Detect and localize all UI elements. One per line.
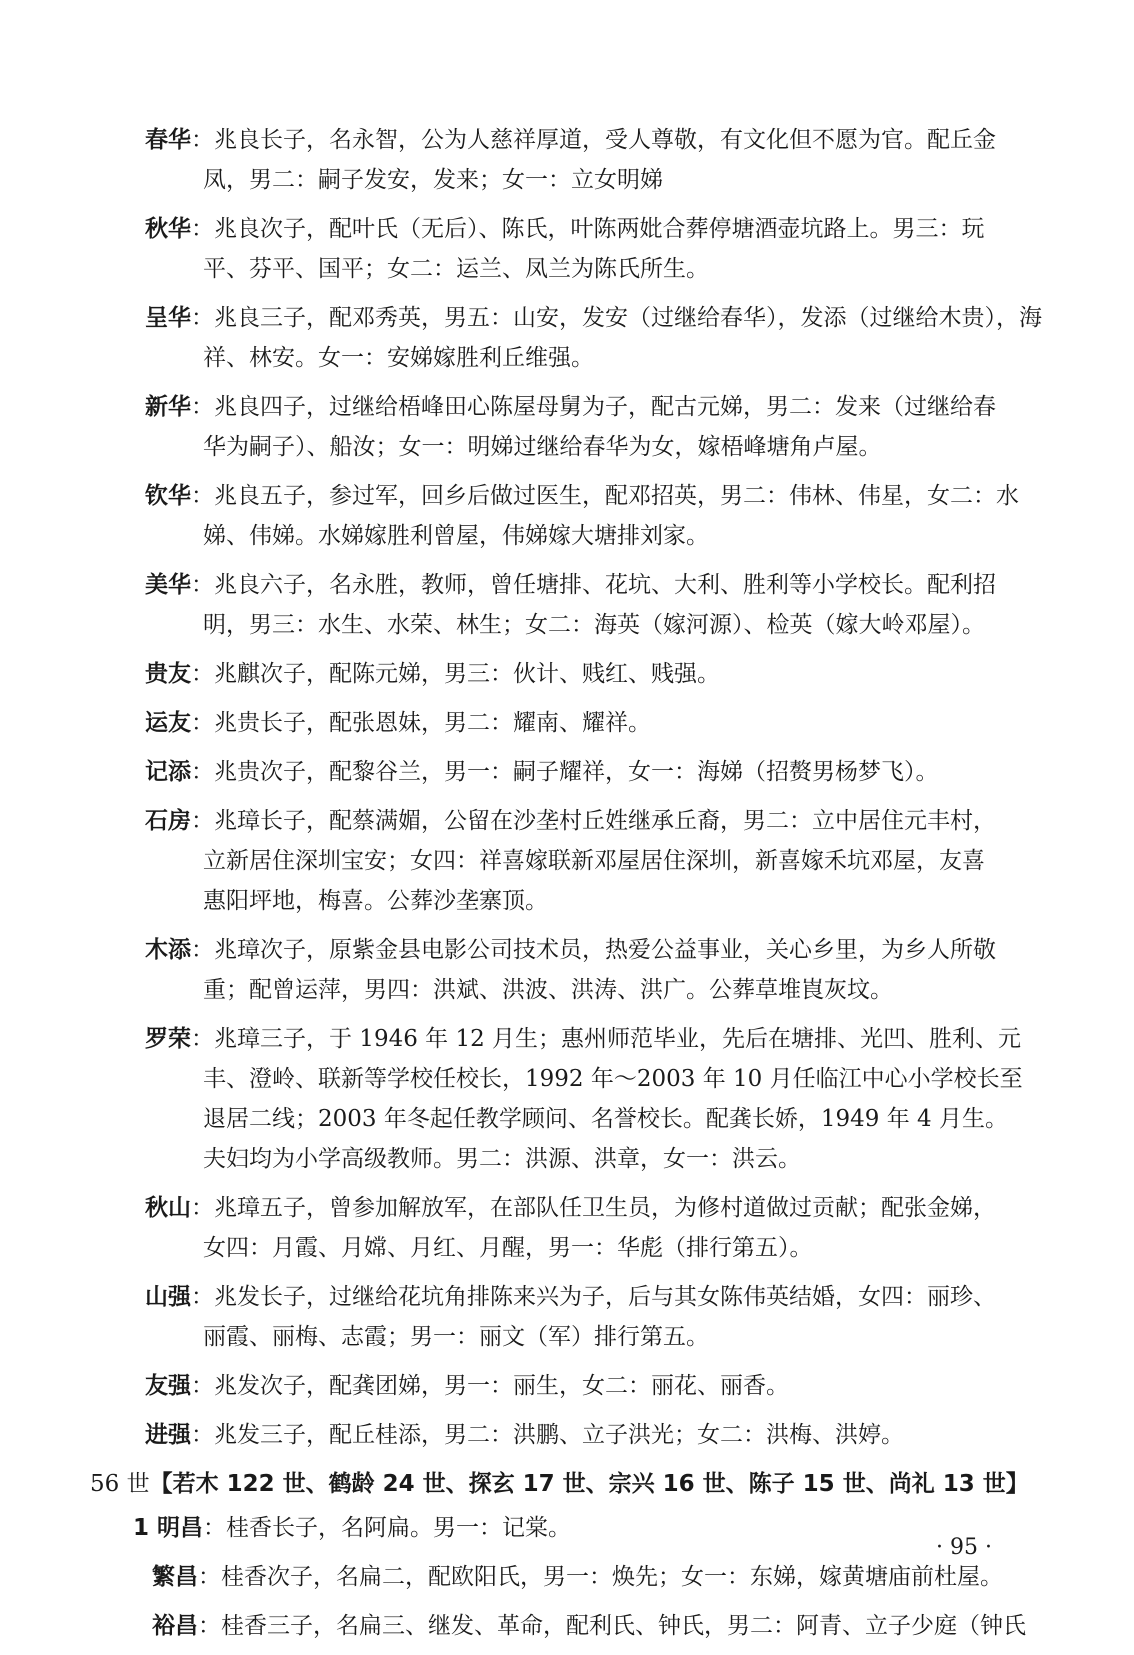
entry-text: 退居二线；2003 年冬起任教学顾问、名誉校长。配龚长娇，1949 年 4 月生。: [203, 1106, 1008, 1132]
entry-line: [145, 120, 1045, 160]
entry-line: [145, 1277, 1045, 1317]
entry-text: 凤，男二：嗣子发安，发来；女一：立女明娣: [203, 167, 663, 193]
person-name: 呈华: [145, 305, 191, 331]
entry-line: [145, 516, 1045, 556]
person-name: 友强: [145, 1373, 191, 1399]
name-colon: ：: [203, 1515, 227, 1541]
entry-text: 兆良长子，名永智，公为人慈祥厚道，受人尊敬，有文化但不愿为官。配丘金: [214, 127, 996, 153]
genealogy-entry: [145, 1188, 1045, 1268]
entry-line: [145, 1059, 1045, 1099]
name-colon: ：: [198, 1613, 221, 1639]
entry-text: 兆良五子，参过军，回乡后做过医生，配邓招英，男二：伟林、伟星，女二：水: [214, 483, 1019, 509]
entry-text: 兆发长子，过继给花坑角排陈来兴为子，后与其女陈伟英结婚，女四：丽珍、: [214, 1284, 996, 1310]
name-colon: ：: [191, 1195, 214, 1221]
genealogy-entry: [145, 930, 1045, 1010]
entry-text: 兆璋三子，于 1946 年 12 月生；惠州师范毕业，先后在塘排、光凹、胜利、元: [214, 1026, 1022, 1052]
entry-line: [145, 387, 1045, 427]
entry-text: 明，男三：水生、水荣、林生；女二：海英（嫁河源）、检英（嫁大岭邓屋）。: [203, 612, 985, 638]
genealogy-entry: [145, 565, 1045, 645]
entry-line: [145, 1366, 1045, 1406]
genealogy-entry: [145, 1366, 1045, 1406]
entry-text: 丽霞、丽梅、志霞；男一：丽文（军）排行第五。: [203, 1324, 709, 1350]
genealogy-entry: [145, 120, 1045, 200]
genealogy-entry: [145, 387, 1045, 467]
genealogy-entry: [145, 1019, 1045, 1179]
person-name: 美华: [145, 572, 191, 598]
entry-line: [145, 1228, 1045, 1268]
name-colon: ：: [191, 759, 214, 785]
name-colon: ：: [191, 661, 214, 687]
name-colon: ：: [191, 127, 214, 153]
entry-text: 桂香长子，名阿扁。男一：记棠。: [226, 1515, 572, 1541]
entry-line: [145, 1139, 1045, 1179]
genealogy-entries: [0, 120, 1134, 1655]
entry-line: [152, 1557, 1045, 1597]
entry-text: 夫妇均为小学高级教师。男二：洪源、洪章，女一：洪云。: [203, 1146, 801, 1172]
entry-line: [145, 476, 1045, 516]
entry-text: 丰、澄岭、联新等学校任校长，1992 年～2003 年 10 月任临江中心小学校长至: [203, 1066, 1023, 1092]
name-colon: ：: [191, 1026, 214, 1052]
entry-line: [145, 654, 1045, 694]
name-colon: ：: [191, 1284, 214, 1310]
entry-line: [145, 1099, 1045, 1139]
entry-text: 兆璋长子，配蔡满媚，公留在沙垄村丘姓继承丘裔，男二：立中居住元丰村，: [214, 808, 996, 834]
entry-line: [145, 1415, 1045, 1455]
name-colon: ：: [191, 1373, 214, 1399]
person-name: 裕昌: [152, 1613, 198, 1639]
person-name: 山强: [145, 1284, 191, 1310]
entry-line: [145, 1317, 1045, 1357]
name-colon: ：: [191, 710, 214, 736]
genealogy-entry: [145, 752, 1045, 792]
person-name: 记添: [145, 759, 191, 785]
name-colon: ：: [191, 483, 214, 509]
genealogy-entry: [145, 1277, 1045, 1357]
entry-text: 女四：月霞、月嫦、月红、月醒，男一：华彪（排行第五）。: [203, 1235, 813, 1261]
generation-lineage: 【若木 122 世、鹤龄 24 世、探玄 17 世、宗兴 16 世、陈子 15 世、尚礼 13 世】: [149, 1471, 1029, 1497]
entry-line: [145, 881, 1045, 921]
entry-line: [145, 801, 1045, 841]
genealogy-entry: [145, 476, 1045, 556]
entry-line: [152, 1606, 1045, 1646]
person-name: 进强: [145, 1422, 191, 1448]
entry-text: 兆璋五子，曾参加解放军，在部队任卫生员，为修村道做过贡献；配张金娣，: [214, 1195, 996, 1221]
person-name: 春华: [145, 127, 191, 153]
genealogy-entry: [133, 1508, 1045, 1548]
entry-text: 兆良三子，配邓秀英，男五：山安，发安（过继给春华），发添（过继给木贵），海: [214, 305, 1042, 331]
person-name: 1 明昌: [133, 1515, 204, 1541]
entry-line: [145, 703, 1045, 743]
entry-text: 重；配曾运萍，男四：洪斌、洪波、洪涛、洪广。公葬草堆崀灰坟。: [203, 977, 893, 1003]
person-name: 贵友: [145, 661, 191, 687]
entry-text: 华为嗣子）、船汝；女一：明娣过继给春华为女，嫁梧峰塘角卢屋。: [203, 434, 882, 460]
entry-text: 兆良四子，过继给梧峰田心陈屋母舅为子，配古元娣，男二：发来（过继给春: [214, 394, 996, 420]
entry-line: [145, 427, 1045, 467]
entry-text: 祥、林安。女一：安娣嫁胜利丘维强。: [203, 345, 594, 371]
generation-number: 56 世: [90, 1471, 150, 1497]
entry-line: [145, 160, 1045, 200]
entry-line: [145, 1019, 1045, 1059]
genealogy-entry: [145, 801, 1045, 921]
name-colon: ：: [191, 572, 214, 598]
genealogy-entry: [145, 703, 1045, 743]
entry-line: [145, 565, 1045, 605]
entry-text: 兆贵次子，配黎谷兰，男一：嗣子耀祥，女一：海娣（招赘男杨梦飞）。: [214, 759, 939, 785]
person-name: 罗荣: [145, 1026, 191, 1052]
genealogy-entry: [152, 1606, 1045, 1646]
person-name: 运友: [145, 710, 191, 736]
entry-line: [145, 1188, 1045, 1228]
person-name: 繁昌: [152, 1564, 198, 1590]
entry-line: [145, 752, 1045, 792]
entry-text: 立新居住深圳宝安；女四：祥喜嫁联新邓屋居住深圳，新喜嫁禾坑邓屋，友喜: [203, 848, 985, 874]
entry-line: [145, 209, 1045, 249]
entry-text: 兆良六子，名永胜，教师，曾任塘排、花坑、大利、胜利等小学校长。配利招: [214, 572, 996, 598]
page-number: · 95 ·: [936, 1535, 992, 1560]
name-colon: ：: [191, 808, 214, 834]
person-name: 新华: [145, 394, 191, 420]
genealogy-entry: [145, 654, 1045, 694]
person-name: 秋山: [145, 1195, 191, 1221]
name-colon: ：: [191, 394, 214, 420]
name-colon: ：: [191, 1422, 214, 1448]
entry-text: 桂香三子，名扁三、继发、革命，配利氏、钟氏，男二：阿青、立子少庭（钟氏: [221, 1613, 1026, 1639]
genealogy-entry: [145, 209, 1045, 289]
entry-text: 娣、伟娣。水娣嫁胜利曾屋，伟娣嫁大塘排刘家。: [203, 523, 709, 549]
name-colon: ：: [191, 216, 214, 242]
entry-text: 兆麒次子，配陈元娣，男三：伙计、贱红、贱强。: [214, 661, 720, 687]
person-name: 石房: [145, 808, 191, 834]
genealogy-entry: [145, 298, 1045, 378]
entry-text: 桂香次子，名扁二，配欧阳氏，男一：焕先；女一：东娣，嫁黄塘庙前杜屋。: [221, 1564, 1003, 1590]
entry-line: [145, 930, 1045, 970]
genealogy-entry: [152, 1557, 1045, 1597]
person-name: 钦华: [145, 483, 191, 509]
entry-line: [145, 249, 1045, 289]
entry-line: [145, 605, 1045, 645]
name-colon: ：: [191, 937, 214, 963]
entry-text: 兆发次子，配龚团娣，男一：丽生，女二：丽花、丽香。: [214, 1373, 789, 1399]
genealogy-entry: [145, 1415, 1045, 1455]
name-colon: ：: [191, 305, 214, 331]
entry-text: 惠阳坪地，梅喜。公葬沙垄寨顶。: [203, 888, 548, 914]
entry-text: 兆璋次子，原紫金县电影公司技术员，热爱公益事业，关心乡里，为乡人所敬: [214, 937, 996, 963]
entry-text: 兆发三子，配丘桂添，男二：洪鹏、立子洪光；女二：洪梅、洪婷。: [214, 1422, 904, 1448]
entry-text: 平、芬平、国平；女二：运兰、凤兰为陈氏所生。: [203, 256, 709, 282]
entry-line: [145, 970, 1045, 1010]
entry-line: [145, 841, 1045, 881]
generation-heading: [90, 1464, 1050, 1504]
entry-line: [133, 1508, 1045, 1548]
person-name: 木添: [145, 937, 191, 963]
person-name: 秋华: [145, 216, 191, 242]
entry-line: [145, 338, 1045, 378]
name-colon: ：: [198, 1564, 221, 1590]
entry-text: 兆良次子，配叶氏（无后）、陈氏，叶陈两妣合葬停塘酒壶坑路上。男三：玩: [214, 216, 985, 242]
entry-line: [145, 298, 1045, 338]
entry-text: 兆贵长子，配张恩妹，男二：耀南、耀祥。: [214, 710, 651, 736]
